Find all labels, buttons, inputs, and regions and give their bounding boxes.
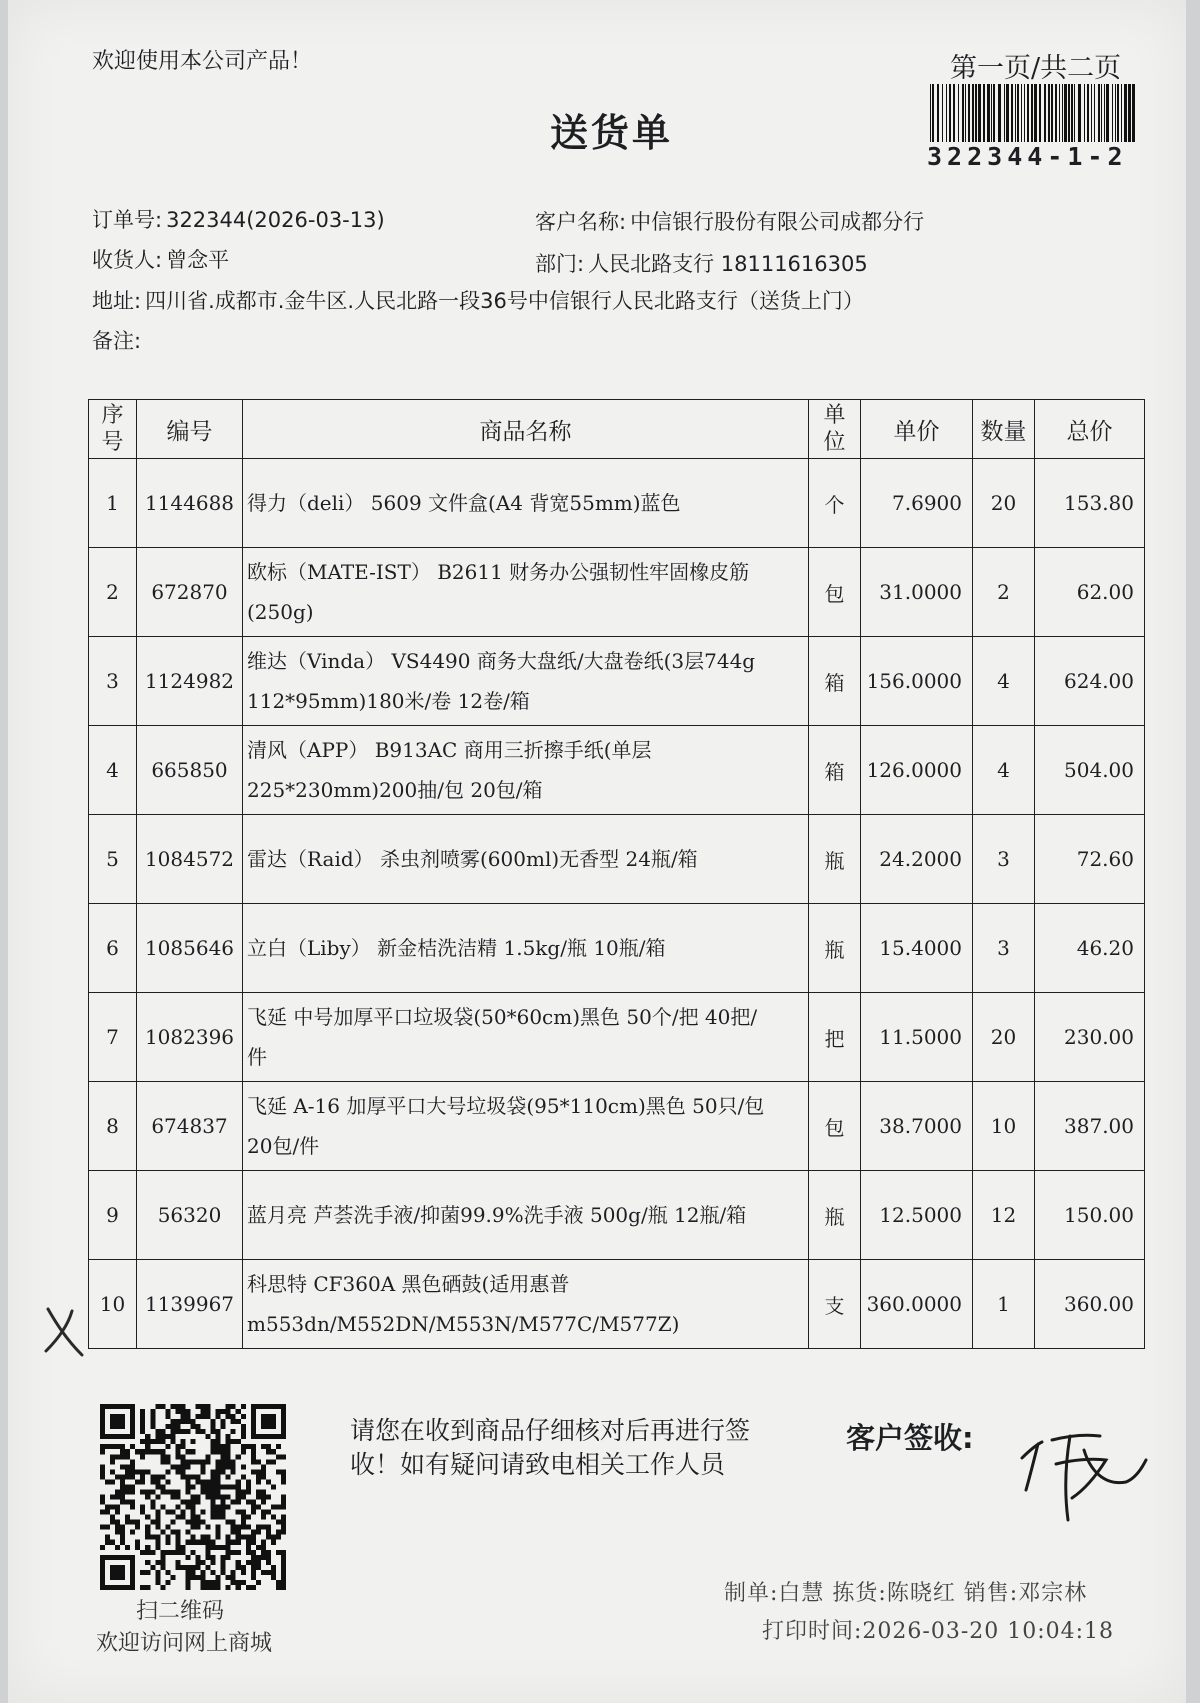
- cell-product-name: 飞延 中号加厚平口垃圾袋(50*60cm)黑色 50个/把 40把/ 件: [243, 993, 809, 1082]
- remark-label: 备注:: [92, 329, 142, 353]
- cell-product-name: 飞延 A-16 加厚平口大号垃圾袋(95*110cm)黑色 50只/包 20包/件: [243, 1082, 809, 1171]
- qr-code-icon: [100, 1404, 286, 1590]
- address-value: 四川省.成都市.金牛区.人民北路一段36号中信银行人民北路支行（送货上门）: [145, 289, 864, 313]
- cell-code: 674837: [137, 1082, 243, 1171]
- cell-price: 24.2000: [861, 815, 973, 904]
- cell-seq: 4: [89, 726, 137, 815]
- cell-unit: 把: [809, 993, 861, 1082]
- cell-qty: 12: [973, 1171, 1035, 1260]
- page-info: 第一页/共二页: [950, 53, 1122, 84]
- handwritten-x-mark-icon: [42, 1305, 88, 1357]
- barcode-icon: [928, 84, 1140, 142]
- cell-qty: 20: [973, 459, 1035, 548]
- cell-total: 46.20: [1035, 904, 1145, 993]
- cell-price: 126.0000: [861, 726, 973, 815]
- cell-seq: 1: [89, 459, 137, 548]
- cell-code: 665850: [137, 726, 243, 815]
- remark: [92, 325, 145, 355]
- cell-price: 156.0000: [861, 637, 973, 726]
- table-row: [89, 726, 1145, 815]
- cell-unit: 包: [809, 1082, 861, 1171]
- cell-code: 1139967: [137, 1260, 243, 1349]
- cell-price: 360.0000: [861, 1260, 973, 1349]
- table-row: [89, 637, 1145, 726]
- qr-mall-caption: 欢迎访问网上商城: [96, 1631, 273, 1656]
- header-total: 总价: [1035, 400, 1145, 459]
- cell-code: 1084572: [137, 815, 243, 904]
- cell-seq: 3: [89, 637, 137, 726]
- cell-product-name: 立白（Liby） 新金桔洗洁精 1.5kg/瓶 10瓶/箱: [243, 904, 809, 993]
- cell-seq: 8: [89, 1082, 137, 1171]
- cell-qty: 20: [973, 993, 1035, 1082]
- cell-seq: 7: [89, 993, 137, 1082]
- header-name: 商品名称: [243, 400, 809, 459]
- receiver-label: 收货人:: [92, 248, 163, 272]
- cell-seq: 5: [89, 815, 137, 904]
- cell-product-name: 雷达（Raid） 杀虫剂喷雾(600ml)无香型 24瓶/箱: [243, 815, 809, 904]
- cell-price: 31.0000: [861, 548, 973, 637]
- staff-info: 制单:白慧 拣货:陈晓红 销售:邓宗林: [724, 1581, 1088, 1606]
- barcode-number: 322344-1-2: [927, 142, 1128, 171]
- cell-total: 72.60: [1035, 815, 1145, 904]
- cell-qty: 3: [973, 815, 1035, 904]
- cell-seq: 2: [89, 548, 137, 637]
- cell-total: 153.80: [1035, 459, 1145, 548]
- cell-qty: 10: [973, 1082, 1035, 1171]
- cell-qty: 1: [973, 1260, 1035, 1349]
- cell-code: 672870: [137, 548, 243, 637]
- cell-code: 56320: [137, 1171, 243, 1260]
- department-label: 部门:: [535, 252, 585, 276]
- document-title: 送货单: [550, 110, 674, 155]
- cell-total: 387.00: [1035, 1082, 1145, 1171]
- order-number-value: 322344(2026-03-13): [166, 208, 385, 232]
- cell-unit: 个: [809, 459, 861, 548]
- receiver-value: 曾念平: [166, 248, 230, 272]
- cell-code: 1124982: [137, 637, 243, 726]
- order-number: [92, 204, 385, 234]
- header-price: 单价: [861, 400, 973, 459]
- table-row: [89, 1082, 1145, 1171]
- table-row: [89, 459, 1145, 548]
- cell-unit: 包: [809, 548, 861, 637]
- cell-seq: 9: [89, 1171, 137, 1260]
- header-seq: 序 号: [89, 400, 137, 459]
- table-header-row: [89, 400, 1145, 459]
- cell-price: 12.5000: [861, 1171, 973, 1260]
- cell-qty: 3: [973, 904, 1035, 993]
- cell-qty: 4: [973, 726, 1035, 815]
- cell-seq: 6: [89, 904, 137, 993]
- cell-total: 62.00: [1035, 548, 1145, 637]
- department: [535, 248, 868, 278]
- cell-unit: 瓶: [809, 815, 861, 904]
- cell-product-name: 蓝月亮 芦荟洗手液/抑菌99.9%洗手液 500g/瓶 12瓶/箱: [243, 1171, 809, 1260]
- cell-total: 624.00: [1035, 637, 1145, 726]
- cell-price: 38.7000: [861, 1082, 973, 1171]
- cell-unit: 瓶: [809, 904, 861, 993]
- welcome-text: 欢迎使用本公司产品！: [92, 49, 313, 74]
- cell-total: 150.00: [1035, 1171, 1145, 1260]
- cell-code: 1082396: [137, 993, 243, 1082]
- customer-signature-icon: [1008, 1420, 1158, 1540]
- address: [92, 285, 864, 315]
- cell-qty: 4: [973, 637, 1035, 726]
- cell-unit: 瓶: [809, 1171, 861, 1260]
- cell-product-name: 维达（Vinda） VS4490 商务大盘纸/大盘卷纸(3层744g 112*95mm)180米/卷 12卷/箱: [243, 637, 809, 726]
- cell-price: 11.5000: [861, 993, 973, 1082]
- table-row: [89, 815, 1145, 904]
- qr-caption: 扫二维码: [136, 1599, 225, 1624]
- cell-total: 504.00: [1035, 726, 1145, 815]
- cell-code: 1085646: [137, 904, 243, 993]
- cell-unit: 箱: [809, 726, 861, 815]
- cell-qty: 2: [973, 548, 1035, 637]
- cell-price: 15.4000: [861, 904, 973, 993]
- receiver: [92, 244, 229, 274]
- cell-product-name: 科思特 CF360A 黑色硒鼓(适用惠普 m553dn/M552DN/M553N/M577C/M577Z): [243, 1260, 809, 1349]
- receipt-notice: 请您在收到商品仔细核对后再进行签收！如有疑问请致电相关工作人员: [350, 1416, 751, 1479]
- cell-unit: 箱: [809, 637, 861, 726]
- table-row: [89, 993, 1145, 1082]
- header-qty: 数量: [973, 400, 1035, 459]
- cell-total: 230.00: [1035, 993, 1145, 1082]
- header-unit: 单 位: [809, 400, 861, 459]
- header-code: 编号: [137, 400, 243, 459]
- cell-unit: 支: [809, 1260, 861, 1349]
- table-row: [89, 904, 1145, 993]
- table-row: [89, 1260, 1145, 1349]
- customer-name-value: 中信银行股份有限公司成都分行: [630, 210, 925, 234]
- cell-product-name: 清风（APP） B913AC 商用三折擦手纸(单层 225*230mm)200抽/包 20包/箱: [243, 726, 809, 815]
- cell-price: 7.6900: [861, 459, 973, 548]
- customer-name-label: 客户名称:: [535, 210, 627, 234]
- cell-product-name: 得力（deli） 5609 文件盒(A4 背宽55mm)蓝色: [243, 459, 809, 548]
- delivery-note-page: [8, 0, 1186, 1703]
- items-table: [88, 399, 1145, 1349]
- table-row: [89, 548, 1145, 637]
- cell-seq: 10: [89, 1260, 137, 1349]
- cell-product-name: 欧标（MATE-IST） B2611 财务办公强韧性牢固橡皮筋 (250g): [243, 548, 809, 637]
- cell-total: 360.00: [1035, 1260, 1145, 1349]
- print-time: 打印时间:2026-03-20 10:04:18: [762, 1619, 1115, 1644]
- table-row: [89, 1171, 1145, 1260]
- department-value: 人民北路支行 18111616305: [588, 252, 868, 276]
- customer-name: [535, 206, 924, 236]
- customer-signature-label: 客户签收:: [846, 1421, 974, 1455]
- order-number-label: 订单号:: [92, 208, 163, 232]
- address-label: 地址:: [92, 289, 142, 313]
- cell-code: 1144688: [137, 459, 243, 548]
